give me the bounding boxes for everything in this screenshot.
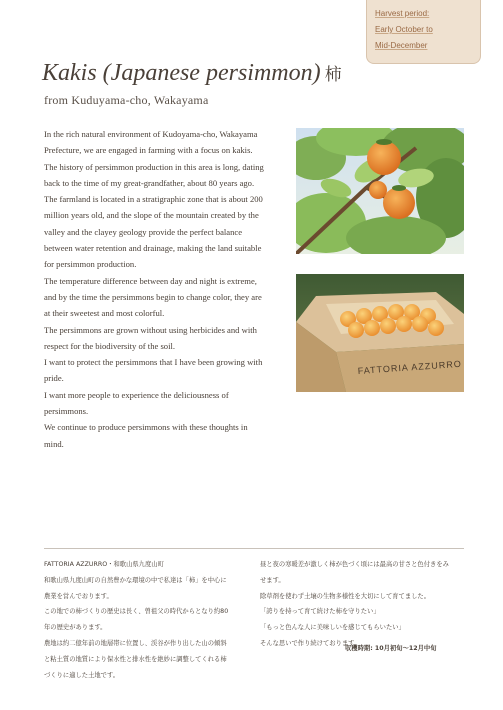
title-english: Kakis (Japanese persimmon) bbox=[42, 60, 321, 86]
persimmon-tree-photo bbox=[296, 128, 464, 254]
japanese-harvest-period: 収穫時期: 10月初旬〜12月中旬 bbox=[345, 645, 437, 652]
paragraph-4: The temperature difference between day and night is extreme, and by the time the persimmons begin to change color, they are at their sweetest and most colorful. bbox=[44, 275, 262, 319]
paragraph-7: I want more people to experience the deliciousness of persimmons. bbox=[44, 389, 229, 417]
paragraph-8: We continue to produce persimmons with these thoughts in mind. bbox=[44, 422, 248, 449]
harvest-line-2: Early October to bbox=[375, 25, 433, 34]
page-title bbox=[42, 60, 342, 87]
jp-left-line-7: と粘土質の地質により保水性と排水性を絶妙に調整してくれる柿 bbox=[44, 655, 227, 663]
english-description bbox=[44, 126, 264, 452]
harvest-line-3: Mid-December bbox=[375, 41, 428, 50]
harvest-line-1: Harvest period: bbox=[375, 9, 430, 18]
jp-right-line-4: 「誇りを持って育て続けた柿を守りたい」 bbox=[260, 608, 380, 616]
paragraph-5: The persimmons are grown without using herbicides and with respect for the biodiversity of the soil. bbox=[44, 324, 257, 351]
jp-right-line-1: 昼と夜の寒暖差が激しく柿が色づく頃には最高の甘さと色付きをみ bbox=[260, 561, 449, 568]
jp-left-line-3: 農業を営んでおります。 bbox=[44, 592, 113, 600]
paragraph-2: The history of persimmon production in this area is long, dating back to the time of my great-grandfather, about 80 years ago. bbox=[44, 161, 264, 188]
jp-left-line-4: この地での柿づくりの歴史は長く、曽祖父の時代からとなり約80 bbox=[44, 608, 229, 616]
japanese-text-right bbox=[260, 557, 466, 652]
jp-left-line-6: 農地は約二億年前の地層帯に位置し、渓谷が作り出した山の傾斜 bbox=[44, 639, 227, 647]
jp-left-line-1: FATTORIA AZZURRO・和歌山県九度山町 bbox=[44, 561, 164, 568]
persimmon-box-photo bbox=[296, 274, 464, 392]
jp-left-line-2: 和歌山県九度山町の自然豊かな環境の中で私達は「柿」を中心に bbox=[44, 576, 227, 584]
page-subtitle: from Kuduyama-cho, Wakayama bbox=[44, 93, 209, 107]
title-kanji: 柿 bbox=[324, 65, 342, 85]
jp-right-line-3: 除草剤を使わず土壌の生物多様性を大切にして育てました。 bbox=[260, 592, 431, 600]
paragraph-6: I want to protect the persimmons that I have been growing with pride. bbox=[44, 357, 263, 384]
jp-right-line-5: 「もっと色んな人に美味しいを感じてもらいたい」 bbox=[260, 624, 405, 632]
paragraph-1: In the rich natural environment of Kudoyama-cho, Wakayama Prefecture, we are engaged in farming with a focus on kakis. bbox=[44, 129, 258, 156]
section-divider bbox=[44, 548, 464, 549]
jp-right-line-2: せます。 bbox=[260, 576, 285, 584]
jp-right-line-6: そんな思いで作り続けております。 bbox=[260, 639, 361, 647]
japanese-text-left bbox=[44, 557, 244, 683]
jp-left-line-5: 年の歴史があります。 bbox=[44, 624, 107, 632]
harvest-period-tag bbox=[366, 0, 481, 64]
paragraph-3: The farmland is located in a stratigraphic zone that is about 200 million years old, and the slope of the mountain created by the valley and the clayey geology provide the perfect balance between water retention and drainage, making the land suitable for persimmon production. bbox=[44, 194, 263, 270]
box-print-label: FATTORIA AZZURRO bbox=[357, 358, 463, 376]
jp-left-line-8: づくりに適した土地です。 bbox=[44, 671, 120, 679]
